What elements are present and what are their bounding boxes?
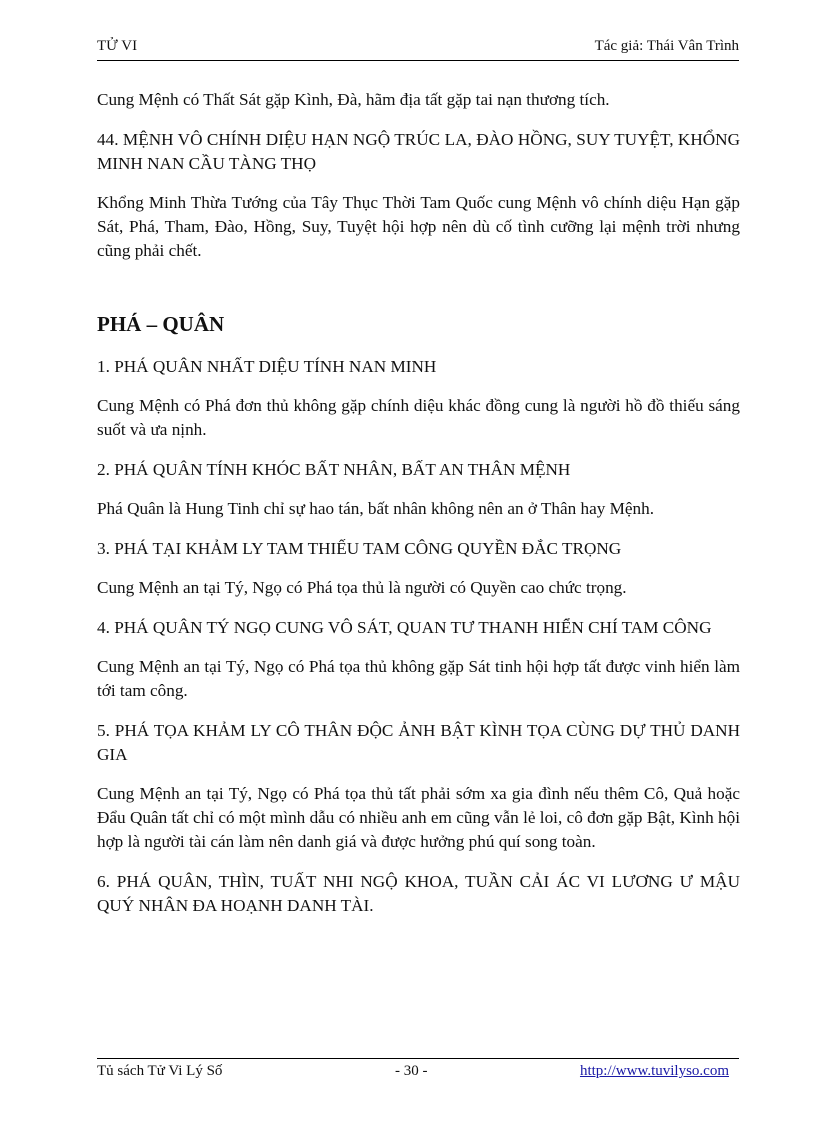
item-5-text: Cung Mệnh an tại Tý, Ngọ có Phá tọa thủ tất phải sớm xa gia đình nếu thêm Cô, Quả hoặc Đẩu Quân tất chỉ có một mình dẫu có nhiều anh em cũng vẫn lẻ loi, cô đơn gặp Bật, Kình hội hợp là người tài cán làm nên danh giá và được hưởng phú quí song toàn. — [97, 784, 740, 851]
page-header — [97, 38, 739, 61]
item-3-heading: 3. PHÁ TẠI KHẢM LY TAM THIẾU TAM CÔNG QUYỀN ĐẮC TRỌNG — [97, 539, 622, 558]
page-footer — [97, 1058, 739, 1083]
header-author: Tác giả: Thái Vân Trình — [594, 38, 739, 54]
item-2-text: Phá Quân là Hung Tinh chỉ sự hao tán, bất nhân không nên an ở Thân hay Mệnh. — [97, 499, 655, 518]
item-44-text: Khổng Minh Thừa Tướng của Tây Thục Thời Tam Quốc cung Mệnh vô chính diệu Hạn gặp Sát, Phá, Tham, Đào, Hồng, Suy, Tuyệt hội hợp nên dù cố tình cưỡng lại mệnh trời nhưng cũng phải chết. — [97, 193, 740, 260]
item-4-text: Cung Mệnh an tại Tý, Ngọ có Phá tọa thủ không gặp Sát tinh hội hợp tất được vinh hiển làm tới tam công. — [97, 657, 740, 700]
footer-series: Tủ sách Tử Vi Lý Số — [97, 1063, 223, 1079]
item-1-heading: 1. PHÁ QUÂN NHẤT DIỆU TÍNH NAN MINH — [97, 357, 437, 376]
item-44-heading: 44. MỆNH VÔ CHÍNH DIỆU HẠN NGỘ TRÚC LA, ĐÀO HỒNG, SUY TUYỆT, KHỔNG MINH NAN CẦU TÀNG THỌ — [97, 130, 740, 173]
page-number: - 30 - — [395, 1063, 428, 1079]
header-book-title: TỬ VI — [97, 38, 138, 54]
intro-paragraph: Cung Mệnh có Thất Sát gặp Kình, Đà, hãm địa tất gặp tai nạn thương tích. — [97, 90, 610, 109]
item-1-text: Cung Mệnh có Phá đơn thủ không gặp chính diệu khác đồng cung là người hồ đồ thiếu sáng suốt và ưa nịnh. — [97, 396, 740, 439]
page-content — [97, 88, 740, 933]
footer-website-link[interactable]: http://www.tuvilyso.com — [579, 1063, 729, 1079]
item-4-heading: 4. PHÁ QUÂN TÝ NGỌ CUNG VÔ SÁT, QUAN TƯ THANH HIỂN CHÍ TAM CÔNG — [97, 618, 712, 637]
item-2-heading: 2. PHÁ QUÂN TÍNH KHÓC BẤT NHÂN, BẤT AN THÂN MỆNH — [97, 460, 571, 479]
item-5-heading: 5. PHÁ TỌA KHẢM LY CÔ THÂN ĐỘC ẢNH BẬT KÌNH TỌA CÙNG DỰ THỦ DANH GIA — [97, 721, 740, 764]
item-6-heading: 6. PHÁ QUÂN, THÌN, TUẤT NHI NGỘ KHOA, TUẦN CẢI ÁC VI LƯƠNG Ư MẬU QUÝ NHÂN ĐA HOẠNH DANH TÀI. — [97, 872, 740, 915]
section-title: PHÁ – QUÂN — [97, 312, 225, 336]
item-3-text: Cung Mệnh an tại Tý, Ngọ có Phá tọa thủ là người có Quyền cao chức trọng. — [97, 578, 627, 597]
